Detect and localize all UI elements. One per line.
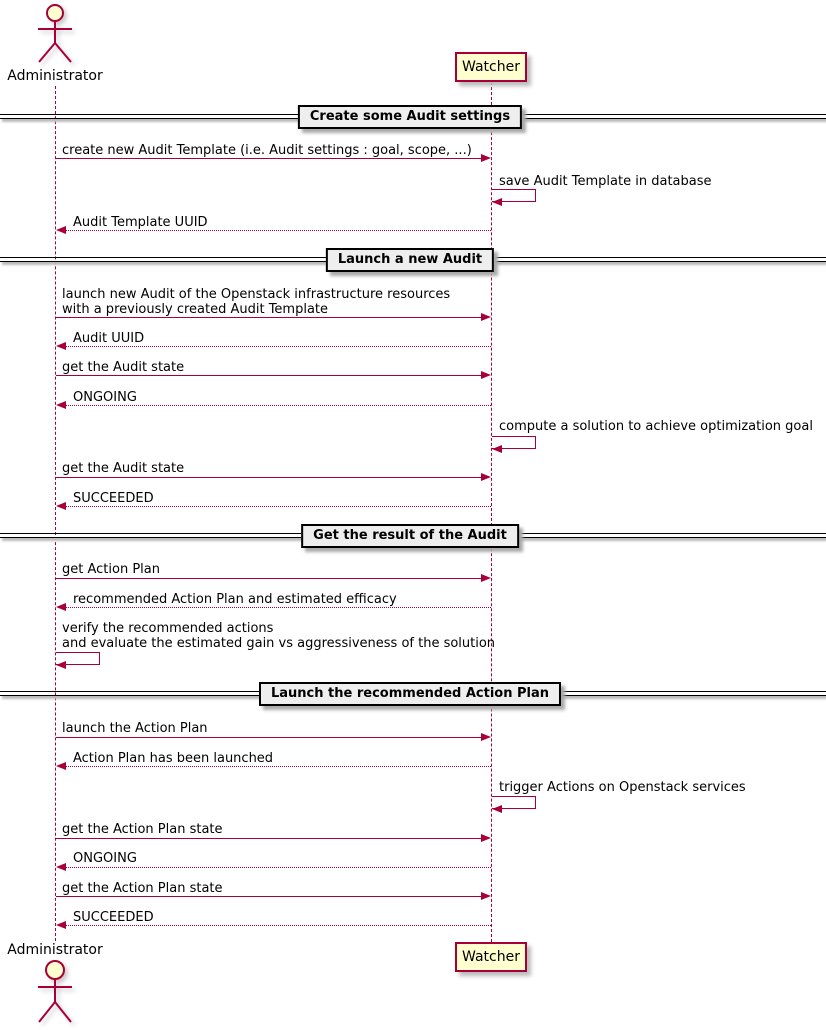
message-arrow [56,838,482,839]
message-label: SUCCEEDED [73,910,154,925]
return-arrow [66,230,491,231]
arrowhead-left-icon [492,198,502,206]
message-label: get the Action Plan state [62,822,223,837]
return-arrow [66,925,491,926]
message-arrow [56,375,482,376]
return-arrow [66,607,491,608]
message-label: get the Audit state [62,461,185,476]
return-arrow [66,405,491,406]
arrowhead-left-icon [56,401,66,409]
message-label: get the Audit state [62,360,185,375]
message-arrow [56,737,482,738]
arrowhead-left-icon [56,502,66,510]
arrowhead-right-icon [481,313,491,321]
message-label: ONGOING [73,851,137,866]
message-label: compute a solution to achieve optimization goal [499,419,813,434]
divider-title: Create some Audit settings [298,105,522,129]
administrator-label-top: Administrator [7,68,103,84]
arrowhead-left-icon [56,921,66,929]
arrowhead-right-icon [481,733,491,741]
administrator-label-bottom: Administrator [7,942,103,958]
arrowhead-left-icon [56,661,66,669]
message-arrow [56,896,482,897]
arrowhead-left-icon [56,762,66,770]
section-divider-audit-result [0,524,826,547]
message-arrow [56,317,482,318]
return-arrow [66,346,491,347]
administrator-lifeline [55,86,56,941]
message-label: trigger Actions on Openstack services [499,780,746,795]
section-divider-launch-action-plan [0,682,826,705]
divider-title: Launch the recommended Action Plan [259,682,561,706]
arrowhead-left-icon [56,603,66,611]
arrowhead-left-icon [56,342,66,350]
message-arrow [56,158,482,159]
message-label-line2: with a previously created Audit Template [62,302,329,317]
arrowhead-left-icon [492,445,502,453]
return-arrow [66,766,491,767]
watcher-lifeline [491,82,492,942]
arrowhead-right-icon [481,892,491,900]
message-label: Action Plan has been launched [73,751,274,766]
message-label: Audit Template UUID [73,215,208,230]
return-arrow [66,506,491,507]
section-divider-audit-settings [0,105,826,128]
message-arrow [56,578,482,579]
administrator-actor-icon [33,2,77,64]
divider-title: Get the result of the Audit [301,524,519,548]
arrowhead-left-icon [492,805,502,813]
section-divider-launch-audit [0,248,826,271]
arrowhead-left-icon [56,863,66,871]
administrator-actor-icon-bottom [33,957,77,1025]
return-arrow [66,867,491,868]
message-label: SUCCEEDED [73,491,154,506]
message-label: get the Action Plan state [62,881,223,896]
arrowhead-right-icon [481,834,491,842]
arrowhead-right-icon [481,371,491,379]
divider-title: Launch a new Audit [326,248,494,272]
arrowhead-left-icon [56,226,66,234]
watcher-participant-top: Watcher [455,52,527,82]
arrowhead-right-icon [481,473,491,481]
message-label-line2: and evaluate the estimated gain vs aggressiveness of the solution [62,636,496,651]
message-label: launch the Action Plan [62,721,208,736]
watcher-participant-bottom: Watcher [455,942,527,972]
message-label: recommended Action Plan and estimated efficacy [73,592,397,607]
message-label: Audit UUID [73,331,145,346]
arrowhead-right-icon [481,154,491,162]
message-arrow [56,477,482,478]
message-label: ONGOING [73,390,137,405]
message-label-line1: verify the recommended actions [62,621,274,636]
message-label-line1: launch new Audit of the Openstack infrastructure resources [62,287,451,302]
message-label: create new Audit Template (i.e. Audit settings : goal, scope, ...) [62,143,472,158]
arrowhead-right-icon [481,574,491,582]
message-label: get Action Plan [62,562,160,577]
message-label: save Audit Template in database [499,174,712,189]
